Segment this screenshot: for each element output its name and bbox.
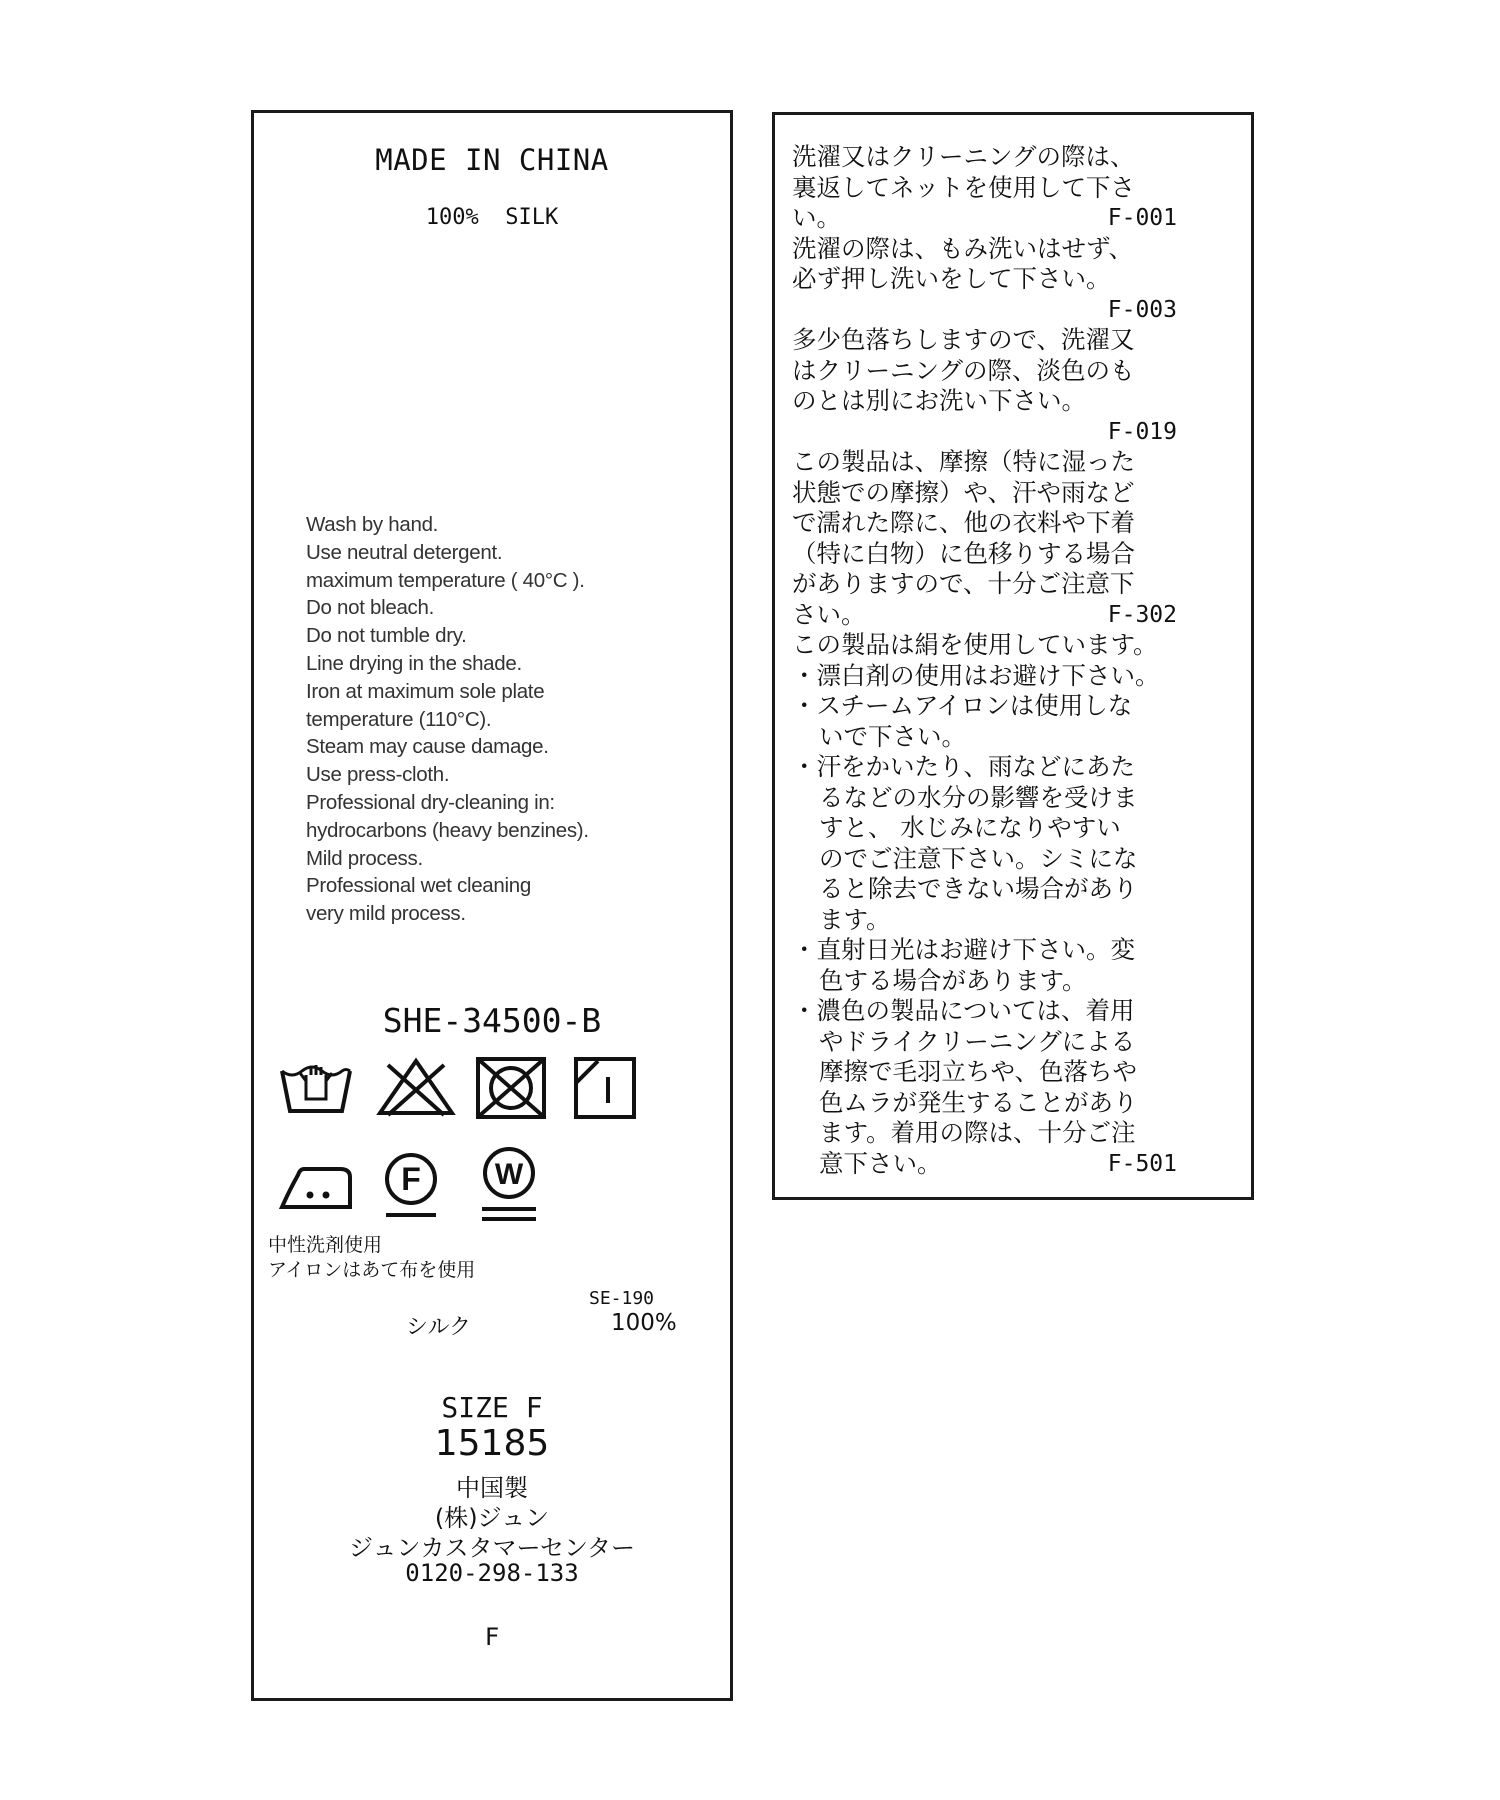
- care-line-jp: [792, 142, 1244, 173]
- care-line-jp: [792, 295, 1244, 326]
- care-line-en: Line drying in the shade.: [306, 651, 522, 675]
- care-line-jp: [792, 508, 1244, 539]
- origin-jp: 中国製: [456, 1474, 528, 1502]
- care-line-jp: [792, 356, 1244, 387]
- care-code: F-501: [1107, 1150, 1177, 1177]
- care-line-jp-text: ます。: [819, 904, 891, 934]
- se-code: SE-190: [589, 1288, 655, 1309]
- care-code: F-001: [1107, 205, 1177, 231]
- care-line-jp: [792, 1027, 1244, 1058]
- care-line-jp-text: この製品は絹を使用しています。: [792, 630, 1158, 659]
- hand-wash-40-icon: [276, 1057, 356, 1117]
- care-line-jp-text: い。: [792, 203, 841, 232]
- customer-center: ジュンカスタマーセンター: [348, 1534, 636, 1562]
- care-line-jp-text: 意下さい。: [819, 1148, 942, 1178]
- care-line-jp: [792, 783, 1244, 814]
- care-line-jp-text: ・汗をかいたり、雨などにあた: [792, 752, 1135, 781]
- made-in-text: MADE IN CHINA: [375, 143, 609, 177]
- care-line-jp: [792, 722, 1244, 753]
- care-code: F-019: [1107, 418, 1177, 445]
- care-line-jp: [792, 691, 1244, 722]
- care-line-jp-text: 多少色落ちしますので、洗濯又: [792, 325, 1135, 354]
- care-line-jp: [792, 874, 1244, 905]
- care-line-jp: [792, 478, 1244, 509]
- care-line-jp: [792, 1057, 1244, 1088]
- care-line-jp-text: ・濃色の製品については、着用: [792, 996, 1135, 1025]
- care-line-en: Professional dry-cleaning in:: [306, 790, 555, 814]
- care-line-en: Use neutral detergent.: [306, 540, 503, 564]
- care-line-en: Wash by hand.: [306, 513, 439, 536]
- note-press-cloth: アイロンはあて布を使用: [268, 1259, 476, 1281]
- care-line-jp: [792, 1088, 1244, 1119]
- care-line-en: very mild process.: [306, 902, 466, 926]
- line-dry-shade-icon: [572, 1055, 638, 1121]
- care-line-jp-text: 色する場合があります。: [819, 965, 1087, 995]
- care-line-jp-text: 摩擦で毛羽立ちや、色落ちや: [819, 1057, 1138, 1086]
- care-line-jp: [792, 905, 1244, 936]
- note-neutral-detergent: 中性洗剤使用: [268, 1234, 383, 1256]
- care-line-jp-text: いで下さい。: [819, 721, 966, 751]
- care-instructions-jp: [792, 142, 1244, 1179]
- product-number: 15185: [434, 1423, 550, 1464]
- care-line-jp: [792, 1149, 1244, 1180]
- care-line-jp-text: 必ず押し洗いをして下さい。: [792, 264, 1111, 293]
- company-name: (株)ジュン: [434, 1504, 550, 1532]
- care-line-jp: [792, 630, 1244, 661]
- care-label-right: [772, 112, 1254, 1200]
- care-line-en: Mild process.: [306, 846, 423, 870]
- care-line-en: hydrocarbons (heavy benzines).: [306, 818, 589, 842]
- svg-text:F: F: [401, 1161, 421, 1197]
- care-line-en: Use press-cloth.: [306, 763, 450, 787]
- care-line-jp: [792, 661, 1244, 692]
- care-line-jp-text: 洗濯の際は、もみ洗いはせず、: [792, 233, 1134, 263]
- care-line-jp: [792, 264, 1244, 295]
- care-line-jp: [792, 539, 1244, 570]
- care-line-jp-text: で濡れた際に、他の衣料や下着: [792, 508, 1135, 537]
- care-line-jp: [792, 447, 1244, 478]
- svg-text:W: W: [494, 1158, 524, 1191]
- care-line-jp-text: さい。: [792, 599, 866, 629]
- care-line-jp-text: （特に白物）に色移りする場合: [792, 538, 1135, 568]
- fiber-content-en: 100% SILK: [425, 205, 559, 230]
- care-line-jp: [792, 844, 1244, 875]
- care-label-left: [251, 110, 733, 1701]
- care-line-jp-text: ると除去できない場合があり: [819, 874, 1138, 903]
- style-number: SHE-34500-B: [382, 1001, 602, 1040]
- no-bleach-icon: [376, 1057, 456, 1117]
- care-line-jp-text: ・直射日光はお避け下さい。変: [792, 935, 1135, 964]
- care-line-jp-text: ます。着用の際は、十分ご注: [819, 1118, 1136, 1147]
- care-line-jp-text: すと、 水じみになりやすい: [819, 813, 1121, 842]
- care-line-jp-text: 洗濯又はクリーニングの際は、: [792, 142, 1135, 171]
- fiber-jp: シルク: [406, 1315, 472, 1340]
- care-line-jp: [792, 600, 1244, 631]
- iron-medium-icon: [276, 1163, 356, 1211]
- size-text: SIZE F: [441, 1391, 543, 1424]
- care-line-jp: [792, 234, 1244, 265]
- care-line-en: temperature (110°C).: [306, 707, 492, 731]
- wet-clean-very-mild-icon: [476, 1143, 542, 1227]
- dry-clean-f-mild-icon: [378, 1149, 444, 1223]
- care-line-jp-text: この製品は、摩擦（特に湿った: [792, 447, 1135, 476]
- care-line-jp-text: がありますので、十分ご注意下: [792, 569, 1135, 598]
- care-line-jp-text: 裏返してネットを使用して下さ: [792, 172, 1135, 202]
- care-line-jp: [792, 1118, 1244, 1149]
- care-line-jp-text: 状態での摩擦）や、汗や雨など: [792, 477, 1135, 507]
- fiber-jp-percent: 100%: [611, 1310, 677, 1336]
- care-line-jp-text: やドライクリーニングによる: [819, 1026, 1136, 1056]
- care-line-jp: [792, 966, 1244, 997]
- size-code: F: [484, 1623, 500, 1651]
- care-line-en: maximum temperature ( 40°C ).: [306, 568, 585, 592]
- care-code: F-302: [1107, 601, 1177, 628]
- care-line-jp: [792, 935, 1244, 966]
- care-line-jp-text: ・スチームアイロンは使用しな: [792, 691, 1133, 720]
- care-line-jp-text: のでご注意下さい。シミにな: [819, 843, 1138, 873]
- care-line-jp: [792, 386, 1244, 417]
- care-code: F-003: [1107, 296, 1177, 323]
- care-line-jp: [792, 203, 1244, 234]
- care-line-en: Do not bleach.: [306, 596, 434, 620]
- phone-number: 0120-298-133: [405, 1559, 579, 1587]
- care-line-en: Do not tumble dry.: [306, 624, 467, 648]
- care-line-jp: [792, 752, 1244, 783]
- care-line-jp-text: 色ムラが発生することがあり: [819, 1087, 1138, 1117]
- care-line-en: Professional wet cleaning: [306, 874, 531, 898]
- care-line-en: Steam may cause damage.: [306, 735, 549, 759]
- care-line-jp: [792, 417, 1244, 448]
- care-line-en: Iron at maximum sole plate: [306, 679, 545, 703]
- care-line-jp: [792, 173, 1244, 204]
- care-line-jp-text: はクリーニングの際、淡色のも: [792, 355, 1135, 385]
- care-line-jp-text: るなどの水分の影響を受けま: [819, 782, 1138, 812]
- care-line-jp: [792, 325, 1244, 356]
- care-line-jp-text: ・漂白剤の使用はお避け下さい。: [792, 660, 1160, 690]
- care-instructions-en: [306, 511, 726, 928]
- care-line-jp: [792, 813, 1244, 844]
- care-line-jp-text: のとは別にお洗い下さい。: [792, 386, 1086, 415]
- no-tumble-dry-icon: [474, 1055, 548, 1121]
- care-line-jp: [792, 996, 1244, 1027]
- care-line-jp: [792, 569, 1244, 600]
